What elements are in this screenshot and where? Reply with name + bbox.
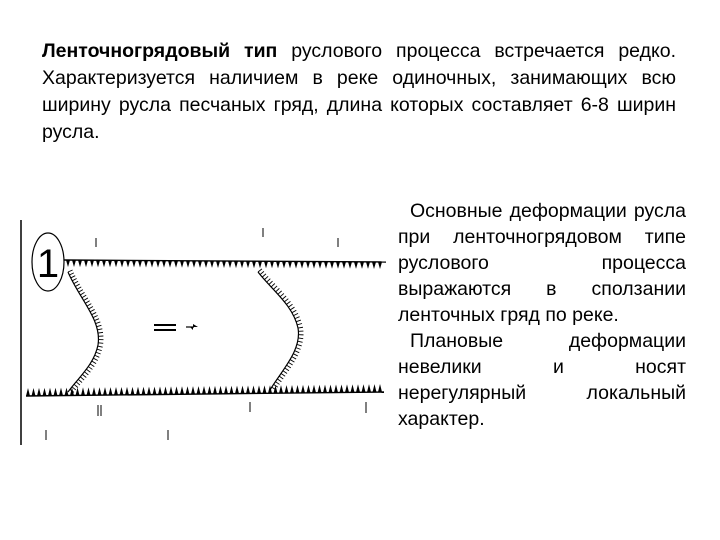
intro-text: руслового процесса встречается редко. Характеризуется наличием в реке одиночных, занимающих всю ширину русла песчаных гряд, длина которых составляет 6-8 ширин русла.: [42, 40, 676, 143]
flow-arrow-icon: [154, 324, 198, 330]
sand-ridge-right-hatching: [258, 269, 304, 390]
upper-floodplain-ticks: [96, 228, 338, 247]
side-paragraph-2: Плановые деформации невелики и носят нерегулярный локальный характер.: [398, 330, 686, 430]
channel-diagram: [18, 220, 388, 452]
figure-number: 1: [36, 242, 60, 286]
sand-ridge-left: [68, 272, 98, 392]
intro-paragraph: [42, 38, 676, 146]
lower-floodplain-ticks: [46, 402, 366, 440]
side-text: [398, 198, 686, 432]
side-paragraph-1: Основные деформации русла при ленточногрядовом типе руслового процесса выражаются в сползании ленточных гряд по реке.: [398, 200, 686, 326]
intro-lead: Ленточногрядовый тип: [42, 40, 278, 62]
